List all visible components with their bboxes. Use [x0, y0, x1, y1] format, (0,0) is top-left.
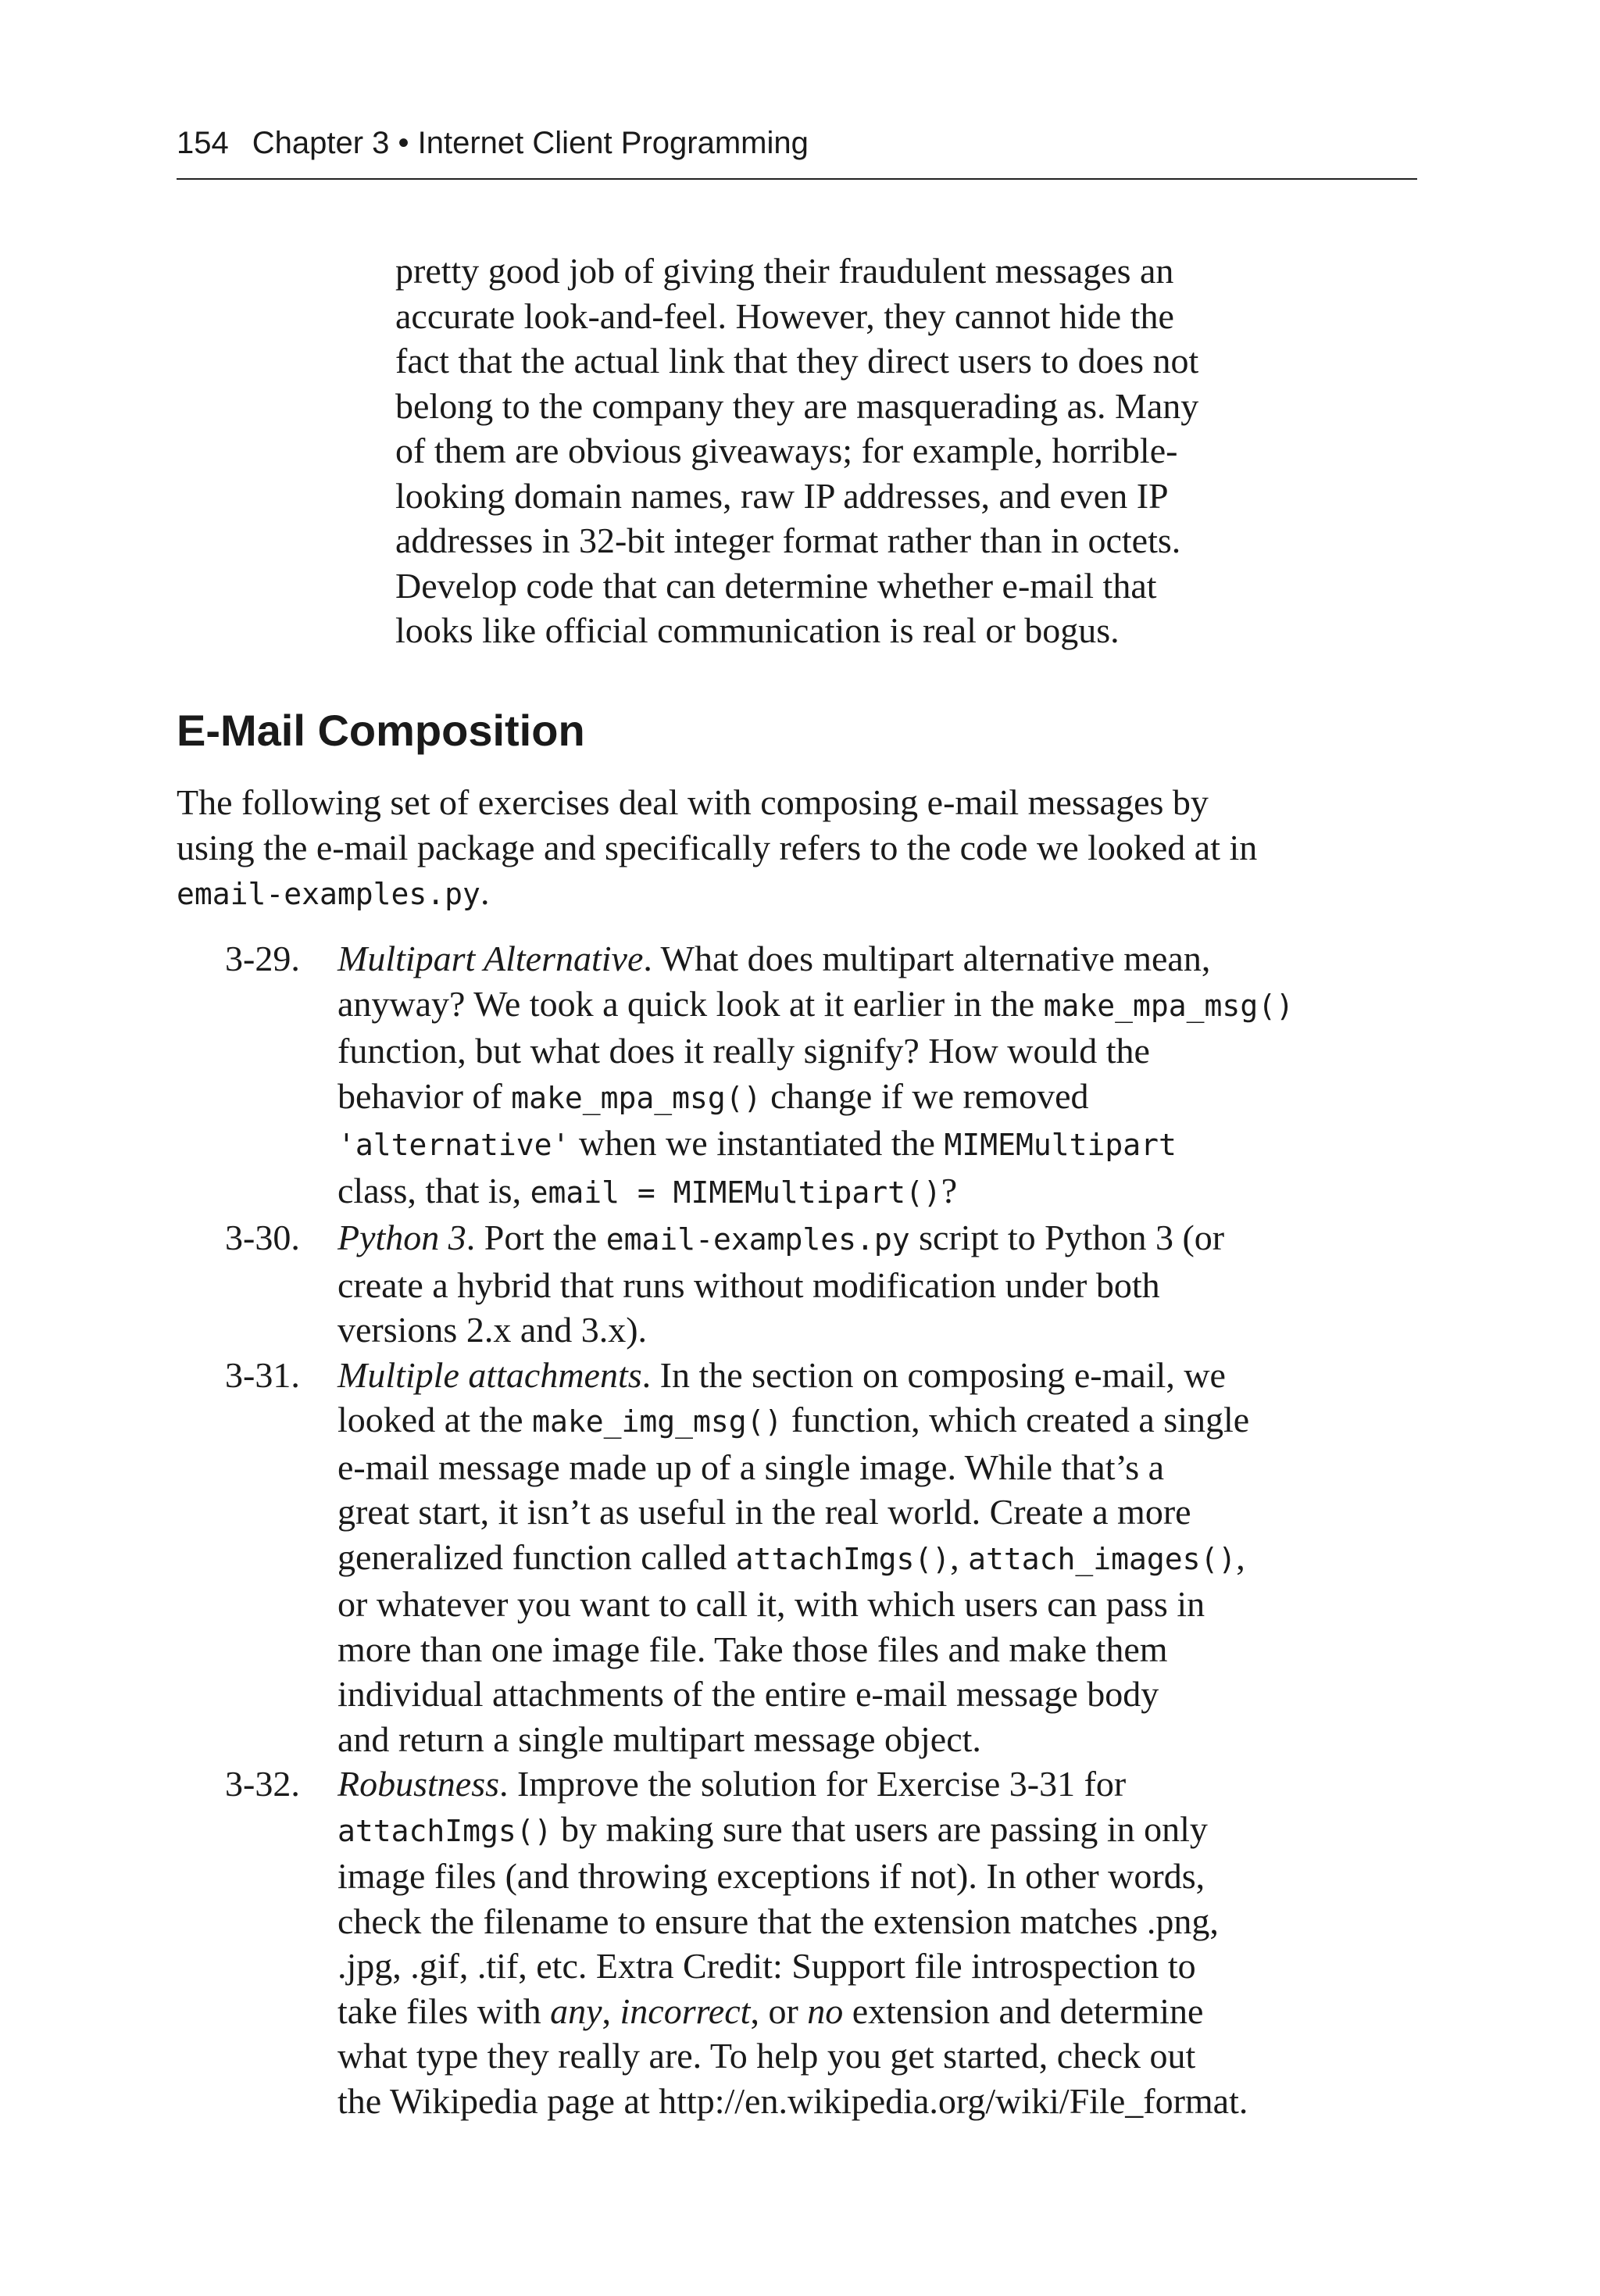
page-number: 154: [177, 126, 229, 160]
code-function: attachImgs(): [338, 1813, 552, 1848]
intro-line: The following set of exercises deal with composing e-mail messages by: [177, 782, 1209, 822]
code-string: 'alternative': [338, 1128, 570, 1162]
paragraph-line: of them are obvious giveaways; for example, horrible-: [395, 431, 1178, 470]
exercise-body: Robustness. Improve the solution for Exercise 3-31 for attachImgs() by making sure that users are passing in only image files (and throwing exceptions if not). In other words, check the filename to ensure that the extension matches .png, .jpg, .gif, .tif, etc. Extra Credit: Support file introspection to take files with any, incorrect, or no extension and determine what type they really are. To help you get started, check out the Wikipedia page at http://en.wikipedia.org/wiki/File_format.: [338, 1761, 1419, 2123]
exercise-number: 3-29.: [225, 939, 300, 978]
paragraph-line: pretty good job of giving their fraudulent messages an: [395, 251, 1174, 291]
section-intro: [177, 780, 1419, 917]
continued-paragraph: [395, 249, 1411, 653]
exercise-3-29: [177, 936, 1419, 1215]
exercise-title: Python 3: [338, 1218, 466, 1257]
exercise-list: [177, 936, 1419, 2123]
code-function: attach_images(): [968, 1541, 1237, 1576]
section-heading: E-Mail Composition: [177, 706, 585, 755]
code-class: MIMEMultipart: [944, 1128, 1177, 1162]
intro-line: using the e-mail package and specifically refers to the code we looked at in: [177, 827, 1258, 867]
exercise-title: Multiple attachments: [338, 1354, 642, 1395]
exercise-3-31: [177, 1353, 1419, 1762]
code-function: make_mpa_msg(): [511, 1080, 762, 1115]
header-rule: [177, 178, 1417, 180]
exercise-body: Python 3. Port the email-examples.py script to Python 3 (or create a hybrid that runs without modification under both versions 2.x and 3.x).: [338, 1218, 1225, 1350]
paragraph-line: Develop code that can determine whether e-mail that: [395, 565, 1157, 606]
wikipedia-reference: the Wikipedia page at http://en.wikipedia.org/wiki/File_format.: [338, 2080, 1248, 2121]
paragraph-line: looking domain names, raw IP addresses, and even IP: [395, 475, 1169, 516]
code-statement: email = MIMEMultipart(): [530, 1175, 941, 1210]
exercise-title: Multipart Alternative: [338, 939, 644, 978]
exercise-number: 3-32.: [225, 1764, 300, 1804]
code-filename: email-examples.py: [605, 1222, 910, 1257]
code-function: make_mpa_msg(): [1043, 988, 1294, 1023]
code-filename: email-examples.py: [177, 877, 480, 911]
exercise-3-30: [177, 1215, 1419, 1353]
running-header: [177, 123, 1417, 163]
exercise-3-32: [177, 1761, 1419, 2123]
exercise-body: Multipart Alternative. What does multipart alternative mean, anyway? We took a quick look at it earlier in the make_mpa_msg() function, but what does it really signify? How would the behavior of make_mpa_msg() change if we removed 'alternative' when we instantiated the MIMEMultipart class, that is, email = MIMEMultipart()?: [338, 939, 1294, 1211]
exercise-number: 3-31.: [225, 1354, 300, 1395]
paragraph-line: belong to the company they are masquerading as. Many: [395, 385, 1199, 426]
paragraph-line: looks like official communication is real or bogus.: [395, 610, 1120, 650]
code-function: make_img_msg(): [532, 1404, 783, 1439]
paragraph-line: addresses in 32-bit integer format rather than in octets.: [395, 520, 1181, 560]
exercise-number: 3-30.: [225, 1218, 300, 1257]
paragraph-line: fact that the actual link that they direct users to does not: [395, 341, 1199, 381]
exercise-body: Multiple attachments. In the section on composing e-mail, we looked at the make_img_msg() function, which created a single e-mail message made up of a single image. While that’s a great start, it isn’t as useful in the real world. Create a more generalized function called attachImgs(), attach_images(), or whatever you want to call it, with which users can pass in more than one image file. Take those files and make them individual attachments of the entire e-mail message body and return a single multipart message object.: [338, 1354, 1250, 1759]
intro-line: email-examples.py.: [177, 872, 490, 912]
paragraph-line: accurate look-and-feel. However, they cannot hide the: [395, 295, 1174, 336]
exercise-title: Robustness: [338, 1764, 499, 1804]
running-title: Chapter 3 • Internet Client Programming: [252, 126, 809, 160]
code-function: attachImgs(): [735, 1541, 951, 1576]
